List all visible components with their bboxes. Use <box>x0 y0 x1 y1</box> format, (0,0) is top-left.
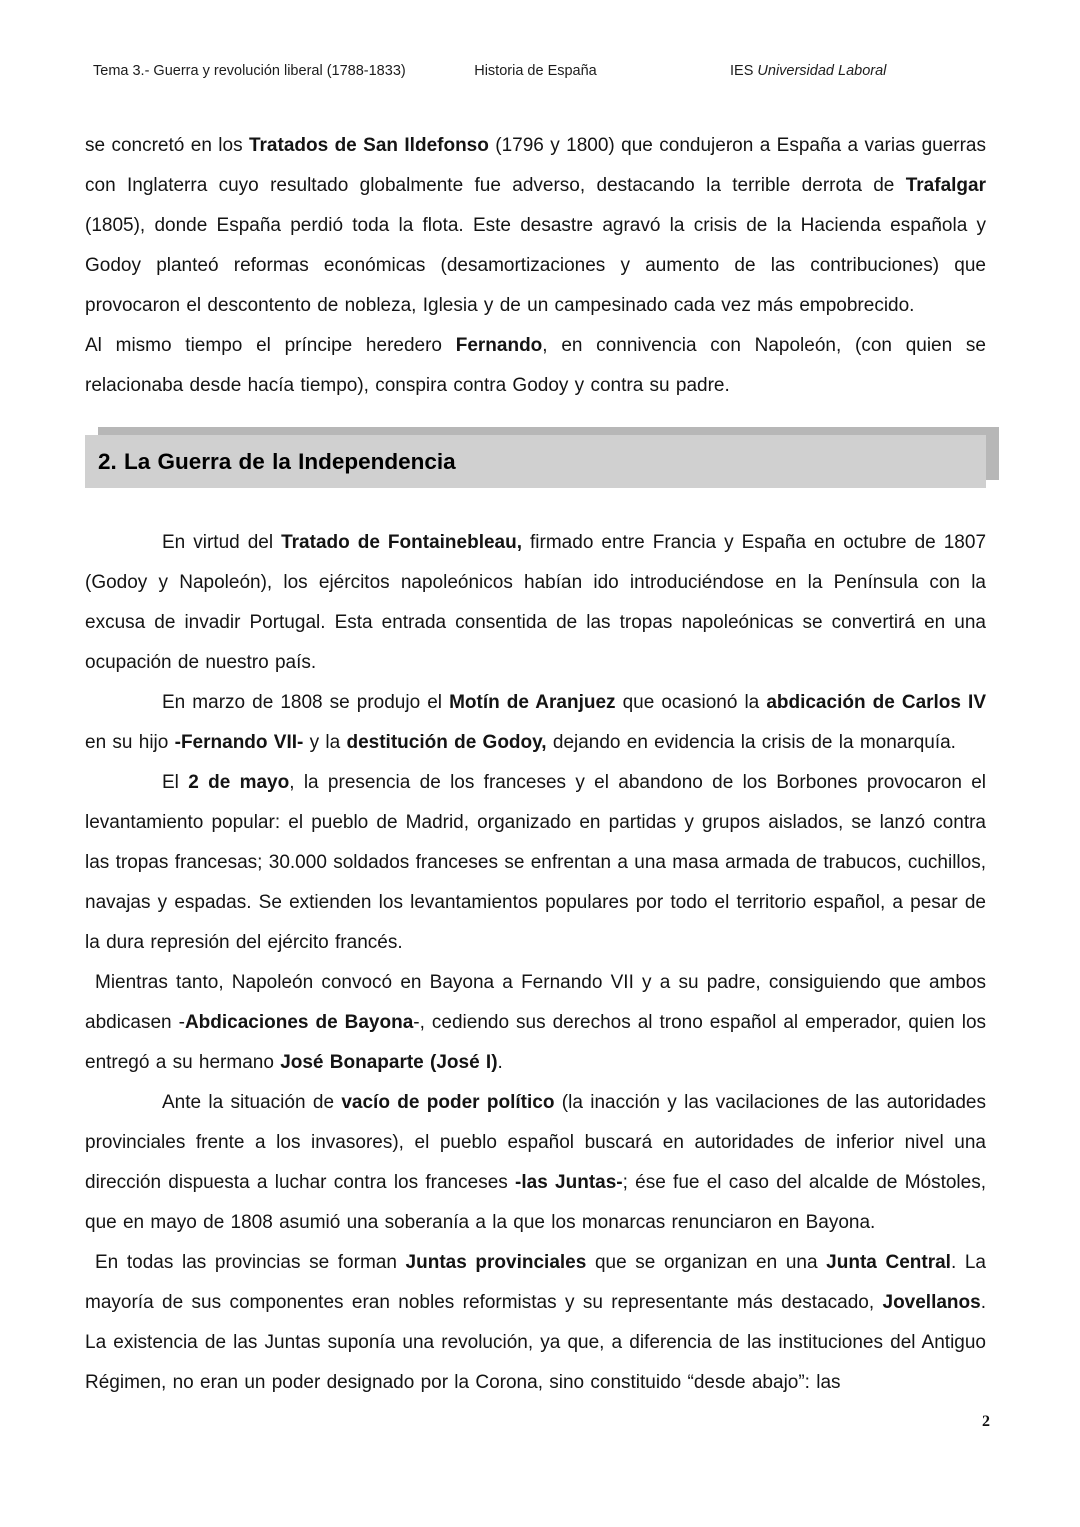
paragraph-fontainebleau: En virtud del Tratado de Fontainebleau, firmado entre Francia y España en octubre de 1807 (Godoy y Napoleón), los ejércitos napoleónicos habían ido introduciéndose en la Península con la excusa de invadir Portugal. Esta entrada consentida de las tropas napoleónicas se convertirá en una ocupación de nuestro país. <box>85 532 987 673</box>
header-course-info: Tema 3.- Guerra y revolución liberal (1788-1833) <box>93 63 406 79</box>
paragraph-abdicaciones-bayona: Mientras tanto, Napoleón convocó en Bayona a Fernando VII y a su padre, consiguiendo que ambos abdicasen -Abdicaciones de Bayona-, cediendo sus derechos al trono español al emperador, quien los entregó a su hermano José Bonaparte (José I). <box>85 972 987 1073</box>
paragraph-juntas-provinciales: En todas las provincias se forman Juntas provinciales que se organizan en una Junta Central. La mayoría de sus componentes eran nobles reformistas y su representante más destacado, Jovellanos. La existencia de las Juntas suponía una revolución, ya que, a diferencia de las instituciones del Antiguo Régimen, no eran un poder designado por la Corona, sino constituido “desde abajo”: las <box>85 1252 986 1393</box>
header-school-name: Universidad Laboral <box>757 63 887 79</box>
paragraph-motin-aranjuez: En marzo de 1808 se produjo el Motín de Aranjuez que ocasionó la abdicación de Carlos IV en su hijo -Fernando VII- y la destitución de Godoy, dejando en evidencia la crisis de la monarquía. <box>85 692 986 753</box>
paragraph-san-ildefonso: se concretó en los Tratados de San Ildefonso (1796 y 1800) que condujeron a España a varias guerras con Inglaterra cuyo resultado globalmente fue adverso, destacando la terrible derrota de Trafalgar (1805), donde España perdió toda la flota. Este desastre agravó la crisis de la Hacienda española y Godoy planteó reformas económicas (desamortizaciones y aumento de las contribuciones) que provocaron el descontento de nobleza, Iglesia y de un campesinado cada vez más empobrecido. <box>85 135 986 316</box>
page-header <box>85 63 986 85</box>
paragraph-fernando-conspira: Al mismo tiempo el príncipe heredero Fernando, en connivencia con Napoleón, (con quien se relacionaba desde hacía tiempo), conspira contra Godoy y contra su padre. <box>85 335 986 396</box>
document-body <box>85 126 986 1403</box>
paragraph-vacio-de-poder: Ante la situación de vacío de poder político (la inacción y las vacilaciones de las autoridades provinciales frente a los invasores), el pueblo español buscará en autoridades de inferior nivel una dirección dispuesta a luchar contra los franceses -las Juntas-; ése fue el caso del alcalde de Móstoles, que en mayo de 1808 asumió una soberanía a la que los monarcas renunciaron en Bayona. <box>85 1092 987 1233</box>
section-heading: 2. La Guerra de la Independencia <box>85 435 986 488</box>
header-subject: Historia de España <box>474 63 597 79</box>
paragraph-dos-de-mayo: El 2 de mayo, la presencia de los franceses y el abandono de los Borbones provocaron el levantamiento popular: el pueblo de Madrid, organizado en partidas y grupos aislados, se lanzó contra las tropas francesas; 30.000 soldados franceses se enfrentan a una masa armada de trabucos, cuchillos, navajas y espadas. Se extienden los levantamientos populares por todo el territorio español, a pesar de la dura represión del ejército francés. <box>85 772 986 953</box>
header-school <box>730 63 886 79</box>
header-school-prefix: IES <box>730 63 758 79</box>
page-number: 2 <box>982 1413 990 1430</box>
